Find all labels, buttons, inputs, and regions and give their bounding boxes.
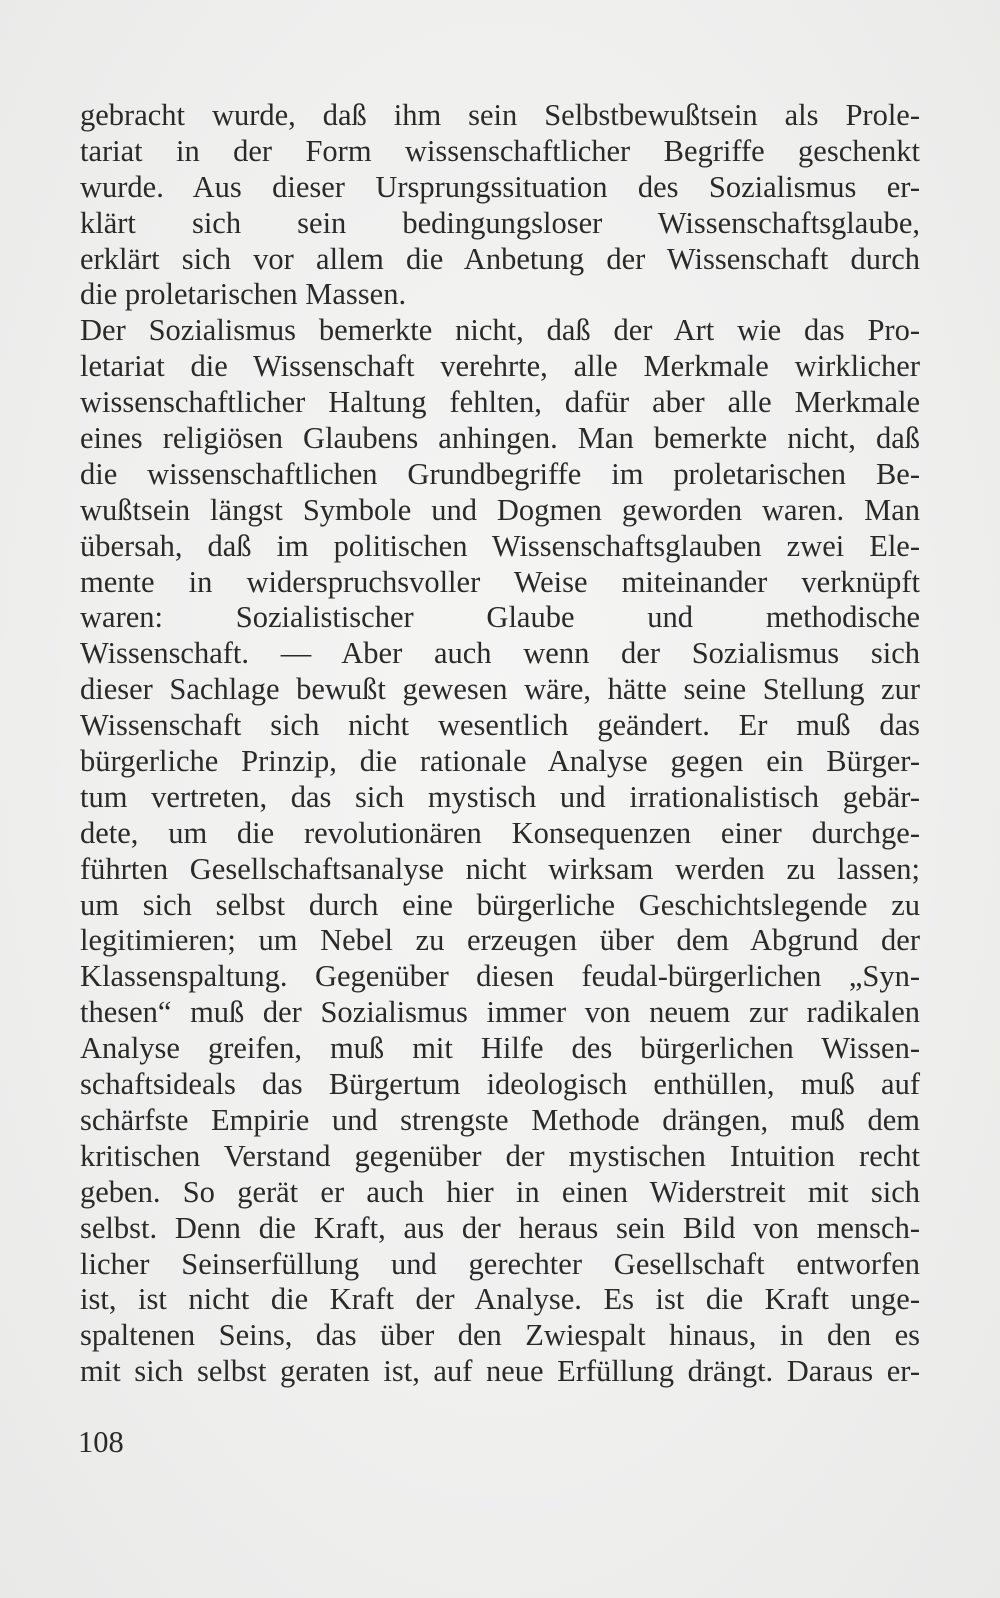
- page-number: 108: [78, 1425, 124, 1459]
- text-line: geben. So gerät er auch hier in einen Widerstreit mit sich: [80, 1174, 920, 1209]
- text-line: klärt sich sein bedingungsloser Wissenschaftsglaube,: [80, 205, 920, 240]
- text-line: die proletarischen Massen.: [80, 277, 407, 312]
- text-line: führten Gesellschaftsanalyse nicht wirksam werden zu lassen;: [80, 851, 920, 886]
- text-line: schärfste Empirie und strengste Methode drängen, muß dem: [80, 1102, 920, 1137]
- text-line: erklärt sich vor allem die Anbetung der Wissenschaft durch: [80, 241, 920, 276]
- text-line: thesen“ muß der Sozialismus immer von neuem zur radikalen: [80, 995, 920, 1030]
- text-line: tariat in der Form wissenschaftlicher Begriffe geschenkt: [80, 133, 920, 168]
- text-line: mit sich selbst geraten ist, auf neue Erfüllung drängt. Daraus er-: [80, 1354, 920, 1389]
- text-line: wußtsein längst Symbole und Dogmen geworden waren. Man: [80, 492, 920, 527]
- body-text: [80, 98, 920, 1390]
- text-line: eines religiösen Glaubens anhingen. Man bemerkte nicht, daß: [80, 421, 920, 456]
- text-line: wurde. Aus dieser Ursprungssituation des Sozialismus er-: [80, 169, 920, 204]
- text-line: schaftsideals das Bürgertum ideologisch enthüllen, muß auf: [80, 1067, 920, 1102]
- text-line: Wissenschaft. — Aber auch wenn der Sozialismus sich: [80, 636, 920, 671]
- text-line: übersah, daß im politischen Wissenschaftsglauben zwei Ele-: [80, 528, 920, 563]
- text-line: wissenschaftlicher Haltung fehlten, dafür aber alle Merkmale: [80, 385, 920, 420]
- text-line: selbst. Denn die Kraft, aus der heraus sein Bild von mensch-: [80, 1210, 920, 1245]
- text-line: licher Seinserfüllung und gerechter Gesellschaft entworfen: [80, 1246, 920, 1281]
- text-line: letariat die Wissenschaft verehrte, alle Merkmale wirklicher: [80, 349, 920, 384]
- text-line: dete, um die revolutionären Konsequenzen einer durchge-: [80, 815, 920, 850]
- text-line: waren: Sozialistischer Glaube und methodische: [80, 600, 920, 635]
- text-line: spaltenen Seins, das über den Zwiespalt hinaus, in den es: [80, 1318, 920, 1353]
- text-line: Der Sozialismus bemerkte nicht, daß der Art wie das Pro-: [80, 313, 920, 348]
- text-line: Wissenschaft sich nicht wesentlich geändert. Er muß das: [80, 708, 920, 743]
- text-line: Analyse greifen, muß mit Hilfe des bürgerlichen Wissen-: [80, 1031, 920, 1066]
- text-line: kritischen Verstand gegenüber der mystischen Intuition recht: [80, 1138, 920, 1173]
- text-line: um sich selbst durch eine bürgerliche Geschichtslegende zu: [80, 887, 920, 922]
- text-line: ist, ist nicht die Kraft der Analyse. Es ist die Kraft unge-: [80, 1282, 920, 1317]
- text-line: mente in widerspruchsvoller Weise miteinander verknüpft: [80, 564, 920, 599]
- text-line: tum vertreten, das sich mystisch und irrationalistisch gebär-: [80, 779, 920, 814]
- text-line: legitimieren; um Nebel zu erzeugen über dem Abgrund der: [80, 923, 920, 958]
- text-line: dieser Sachlage bewußt gewesen wäre, hätte seine Stellung zur: [80, 672, 920, 707]
- text-line: gebracht wurde, daß ihm sein Selbstbewußtsein als Prole-: [80, 98, 920, 132]
- text-line: die wissenschaftlichen Grundbegriffe im proletarischen Be-: [80, 456, 920, 491]
- text-line: Klassenspaltung. Gegenüber diesen feudal-bürgerlichen „Syn-: [80, 959, 920, 994]
- text-line: bürgerliche Prinzip, die rationale Analyse gegen ein Bürger-: [80, 744, 920, 779]
